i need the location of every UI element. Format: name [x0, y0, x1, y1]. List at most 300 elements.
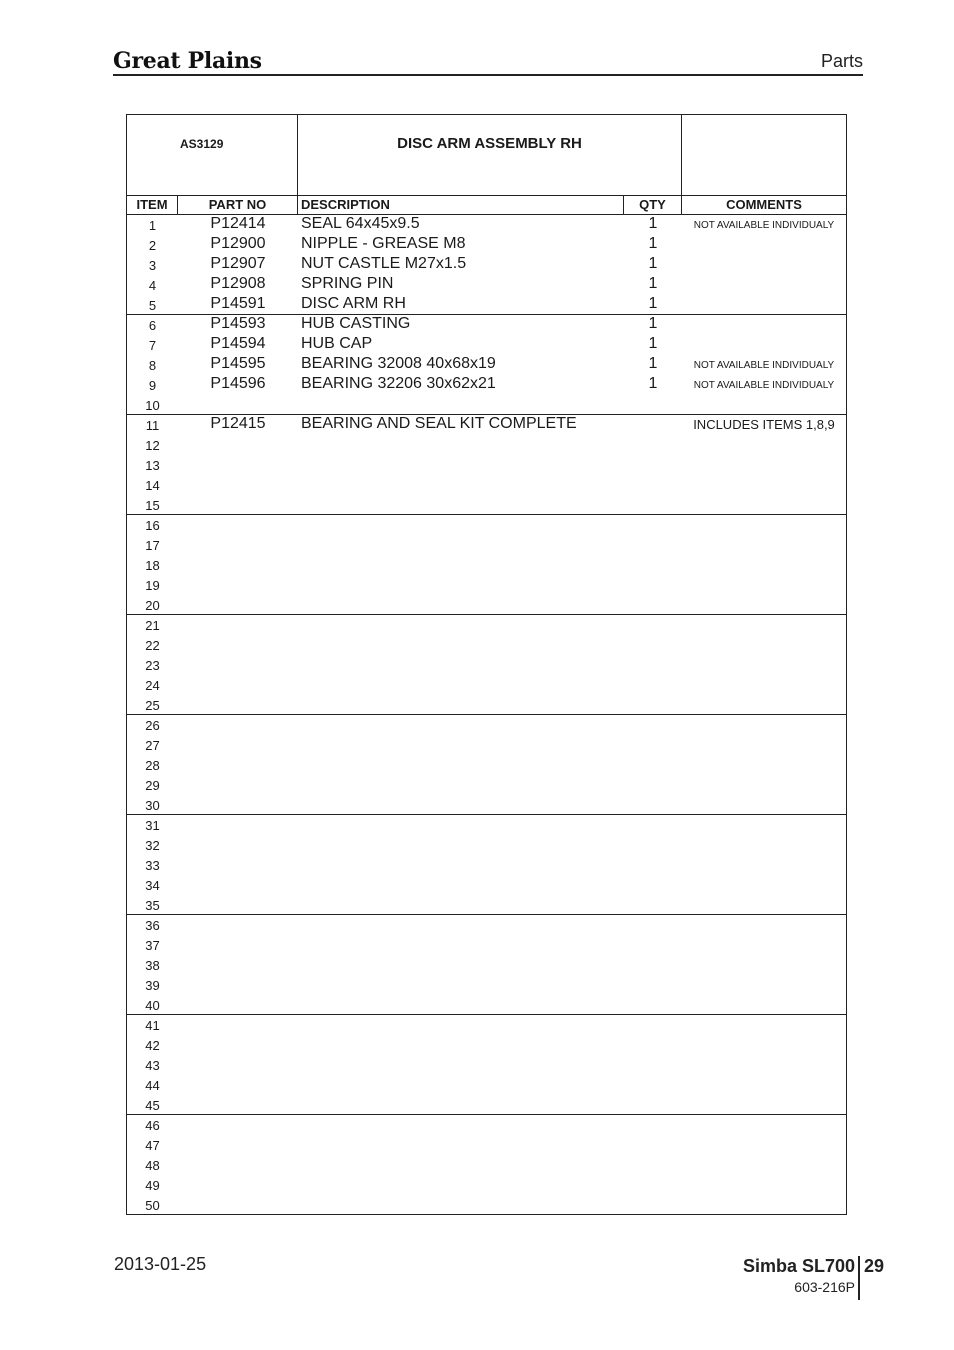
qty-cell [624, 695, 682, 715]
table-row [127, 1115, 846, 1135]
qty-cell [624, 1095, 682, 1115]
description-cell [301, 795, 621, 815]
item-cell: 32 [145, 838, 160, 853]
qty-cell [624, 635, 682, 655]
table-row [127, 715, 846, 735]
item-cell: 28 [145, 758, 160, 773]
assembly-title: DISC ARM ASSEMBLY RH [397, 135, 582, 152]
part-no-cell [178, 455, 298, 475]
description-cell [301, 895, 621, 915]
comments-cell [682, 335, 846, 355]
comments-cell [682, 715, 846, 735]
description-cell: SEAL 64x45x9.5 [301, 215, 420, 232]
qty-cell [624, 815, 682, 835]
part-no-cell [178, 475, 298, 495]
description-cell [301, 395, 621, 415]
qty-cell [624, 795, 682, 815]
item-cell: 5 [148, 298, 157, 313]
table-row [127, 695, 846, 715]
table-row [127, 415, 846, 435]
description-cell [301, 875, 621, 895]
description-cell [301, 455, 621, 475]
description-cell [301, 1035, 621, 1055]
description-cell [301, 1115, 621, 1135]
qty-cell [624, 715, 682, 735]
description-cell [301, 1015, 621, 1035]
table-row [127, 775, 846, 795]
table-row [127, 855, 846, 875]
comments-cell [682, 295, 846, 315]
comments-cell [682, 1115, 846, 1135]
qty-cell [624, 1035, 682, 1055]
comments-cell [682, 435, 846, 455]
item-cell: 29 [145, 778, 160, 793]
comments-cell [682, 1075, 846, 1095]
comments-cell [682, 1015, 846, 1035]
table-row [127, 655, 846, 675]
comments-cell [682, 855, 846, 875]
qty-cell [624, 915, 682, 935]
table-row [127, 1095, 846, 1115]
comments-cell [682, 775, 846, 795]
item-cell: 44 [145, 1078, 160, 1093]
table-row [127, 755, 846, 775]
description-cell [301, 835, 621, 855]
comments-cell [682, 955, 846, 975]
part-no-cell [178, 635, 298, 655]
description-cell [301, 515, 621, 535]
qty-cell [624, 655, 682, 675]
footer-divider [858, 1256, 860, 1300]
description-cell [301, 595, 621, 615]
comments-cell [682, 815, 846, 835]
comments-cell [682, 1175, 846, 1195]
comments-cell [682, 455, 846, 475]
comments-cell [682, 795, 846, 815]
item-cell: 40 [145, 998, 160, 1013]
footer-date: 2013-01-25 [114, 1254, 207, 1274]
assembly-id: AS3129 [180, 137, 224, 151]
qty-cell [624, 475, 682, 495]
description-cell [301, 615, 621, 635]
item-cell: 41 [145, 1018, 160, 1033]
item-cell: 9 [148, 378, 157, 393]
part-no-cell [178, 515, 298, 535]
description-cell [301, 1135, 621, 1155]
item-cell: 39 [145, 978, 160, 993]
part-no-cell [178, 755, 298, 775]
part-no-cell [178, 995, 298, 1015]
table-row [127, 455, 846, 475]
item-cell: 47 [145, 1138, 160, 1153]
comments-cell [682, 655, 846, 675]
column-header-item: ITEM [127, 195, 178, 215]
qty-cell [624, 975, 682, 995]
qty-cell [624, 755, 682, 775]
comments-cell [682, 675, 846, 695]
description-cell [301, 555, 621, 575]
table-row [127, 955, 846, 975]
qty-cell [624, 855, 682, 875]
qty-cell [624, 1075, 682, 1095]
item-cell: 38 [145, 958, 160, 973]
description-cell [301, 1095, 621, 1115]
item-cell: 24 [145, 678, 160, 693]
part-no-cell [178, 735, 298, 755]
comments-cell [682, 1135, 846, 1155]
description-cell [301, 1075, 621, 1095]
part-no-cell [178, 695, 298, 715]
part-no-cell [178, 855, 298, 875]
table-row [127, 1035, 846, 1055]
item-cell: 33 [145, 858, 160, 873]
item-cell: 4 [148, 278, 157, 293]
part-no-cell [178, 955, 298, 975]
item-cell: 23 [145, 658, 160, 673]
item-cell: 27 [145, 738, 160, 753]
part-no-cell [178, 1175, 298, 1195]
part-no-cell [178, 1135, 298, 1155]
qty-cell [624, 875, 682, 895]
comments-cell: INCLUDES ITEMS 1,8,9 [693, 417, 835, 432]
table-row [127, 1015, 846, 1035]
item-cell: 31 [145, 818, 160, 833]
description-cell [301, 1175, 621, 1195]
qty-cell [624, 395, 682, 415]
item-cell: 7 [148, 338, 157, 353]
part-no-cell: P14595 [210, 355, 266, 372]
description-cell [301, 435, 621, 455]
qty-cell [624, 1015, 682, 1035]
comments-cell [682, 835, 846, 855]
item-cell: 48 [145, 1158, 160, 1173]
item-cell: 18 [145, 558, 160, 573]
description-cell [301, 715, 621, 735]
table-row [127, 675, 846, 695]
doc-code: 603-216P [794, 1279, 855, 1295]
description-cell [301, 955, 621, 975]
qty-cell [624, 955, 682, 975]
qty-cell [624, 1195, 682, 1215]
qty-cell: 1 [648, 235, 658, 252]
description-cell [301, 855, 621, 875]
part-no-cell [178, 1035, 298, 1055]
item-cell: 43 [145, 1058, 160, 1073]
comments-cell: NOT AVAILABLE INDIVIDUALY [693, 360, 835, 371]
part-no-cell: P14594 [210, 335, 266, 352]
comments-cell [682, 395, 846, 415]
footer-model: Simba SL700 [742, 1256, 855, 1276]
item-cell: 12 [145, 438, 160, 453]
qty-cell [624, 455, 682, 475]
table-row [127, 635, 846, 655]
qty-cell [624, 835, 682, 855]
part-no-cell [178, 915, 298, 935]
part-no-cell: P14593 [210, 315, 266, 332]
column-header-comments: COMMENTS [682, 195, 846, 215]
qty-cell [624, 1055, 682, 1075]
table-row [127, 355, 846, 375]
comments-cell [682, 895, 846, 915]
part-no-cell: P14591 [210, 295, 266, 312]
description-cell [301, 475, 621, 495]
assembly-title-cell [298, 115, 682, 195]
part-no-cell [178, 795, 298, 815]
part-no-cell [178, 935, 298, 955]
table-row [127, 495, 846, 515]
description-cell [301, 535, 621, 555]
table-row [127, 895, 846, 915]
item-cell: 11 [145, 418, 160, 433]
table-row [127, 875, 846, 895]
qty-cell [624, 615, 682, 635]
part-no-cell: P12907 [210, 255, 266, 272]
description-cell [301, 1055, 621, 1075]
qty-cell [624, 595, 682, 615]
table-row [127, 735, 846, 755]
table-row [127, 435, 846, 455]
item-cell: 14 [145, 478, 160, 493]
description-cell [301, 655, 621, 675]
item-cell: 13 [145, 458, 160, 473]
description-cell: BEARING 32206 30x62x21 [301, 375, 496, 392]
item-cell: 8 [148, 358, 157, 373]
table-row [127, 235, 846, 255]
qty-cell [624, 415, 682, 435]
comments-cell [682, 1195, 846, 1215]
table-row [127, 555, 846, 575]
table-row [127, 1175, 846, 1195]
item-cell: 22 [145, 638, 160, 653]
part-no-cell [178, 1115, 298, 1135]
description-cell [301, 575, 621, 595]
parts-table [126, 114, 847, 1215]
item-cell: 15 [145, 498, 160, 513]
part-no-cell [178, 815, 298, 835]
qty-cell: 1 [648, 315, 658, 332]
comments-cell [682, 495, 846, 515]
table-row [127, 215, 846, 235]
comments-cell [682, 755, 846, 775]
comments-cell [682, 935, 846, 955]
section-title: Parts [820, 51, 863, 71]
table-row [127, 255, 846, 275]
comments-cell [682, 735, 846, 755]
comments-cell [682, 515, 846, 535]
header-divider [113, 74, 863, 76]
comments-cell [682, 1055, 846, 1075]
comments-cell [682, 875, 846, 895]
item-cell: 37 [145, 938, 160, 953]
comments-cell [682, 975, 846, 995]
table-row [127, 1155, 846, 1175]
qty-cell: 1 [648, 355, 658, 372]
table-row [127, 995, 846, 1015]
item-cell: 10 [145, 398, 160, 413]
item-cell: 2 [148, 238, 157, 253]
table-row [127, 915, 846, 935]
description-cell [301, 635, 621, 655]
item-cell: 17 [145, 538, 160, 553]
comments-cell [682, 695, 846, 715]
comments-cell [682, 1155, 846, 1175]
description-cell: NUT CASTLE M27x1.5 [301, 255, 467, 272]
page-number: 29 [864, 1256, 885, 1276]
table-row [127, 1055, 846, 1075]
table-row [127, 595, 846, 615]
comments-cell [682, 635, 846, 655]
item-cell: 36 [145, 918, 160, 933]
description-cell [301, 755, 621, 775]
description-cell [301, 675, 621, 695]
qty-cell: 1 [648, 375, 658, 392]
item-cell: 6 [148, 318, 157, 333]
item-cell: 50 [145, 1198, 160, 1213]
table-row [127, 275, 846, 295]
table-row [127, 475, 846, 495]
table-row [127, 815, 846, 835]
part-no-cell [178, 1155, 298, 1175]
part-no-cell [178, 675, 298, 695]
table-row [127, 835, 846, 855]
description-cell: BEARING AND SEAL KIT COMPLETE [301, 415, 577, 432]
comments-cell [682, 555, 846, 575]
item-cell: 26 [145, 718, 160, 733]
table-rows [127, 215, 846, 1215]
part-no-cell [178, 715, 298, 735]
table-row [127, 615, 846, 635]
column-header-description: DESCRIPTION [298, 195, 624, 215]
comments-cell [682, 535, 846, 555]
description-cell: NIPPLE - GREASE M8 [301, 235, 466, 252]
comments-cell [682, 235, 846, 255]
table-row [127, 1195, 846, 1215]
qty-cell [624, 1175, 682, 1195]
qty-cell: 1 [648, 215, 658, 232]
part-no-cell [178, 595, 298, 615]
column-header-part-no: PART NO [178, 195, 298, 215]
item-cell: 3 [148, 258, 157, 273]
item-cell: 42 [145, 1038, 160, 1053]
qty-cell [624, 735, 682, 755]
description-cell [301, 1195, 621, 1215]
description-cell: BEARING 32008 40x68x19 [301, 355, 496, 372]
qty-cell [624, 1155, 682, 1175]
part-no-cell [178, 875, 298, 895]
description-cell [301, 495, 621, 515]
qty-cell [624, 435, 682, 455]
qty-cell: 1 [648, 255, 658, 272]
table-row [127, 395, 846, 415]
comments-cell: NOT AVAILABLE INDIVIDUALY [693, 380, 835, 391]
part-no-cell [178, 1195, 298, 1215]
comments-cell [682, 1035, 846, 1055]
table-row [127, 1075, 846, 1095]
item-cell: 30 [145, 798, 160, 813]
comments-cell: NOT AVAILABLE INDIVIDUALY [693, 220, 835, 231]
part-no-cell [178, 895, 298, 915]
qty-cell [624, 995, 682, 1015]
item-cell: 16 [145, 518, 160, 533]
part-no-cell [178, 435, 298, 455]
part-no-cell: P12415 [210, 415, 266, 432]
description-cell [301, 915, 621, 935]
part-no-cell: P12908 [210, 275, 266, 292]
comments-cell [682, 915, 846, 935]
part-no-cell [178, 655, 298, 675]
description-cell: DISC ARM RH [301, 295, 406, 312]
qty-cell [624, 895, 682, 915]
qty-cell [624, 555, 682, 575]
description-cell [301, 935, 621, 955]
qty-cell: 1 [648, 275, 658, 292]
description-cell [301, 995, 621, 1015]
qty-cell: 1 [648, 295, 658, 312]
assembly-header [127, 115, 846, 196]
item-cell: 34 [145, 878, 160, 893]
item-cell: 49 [145, 1178, 160, 1193]
comments-cell [682, 995, 846, 1015]
table-row [127, 315, 846, 335]
item-cell: 35 [145, 898, 160, 913]
table-row [127, 515, 846, 535]
description-cell [301, 1155, 621, 1175]
part-no-cell [178, 575, 298, 595]
table-row [127, 295, 846, 315]
description-cell: HUB CAP [301, 335, 373, 352]
part-no-cell [178, 835, 298, 855]
table-row [127, 575, 846, 595]
qty-cell [624, 1135, 682, 1155]
table-row [127, 375, 846, 395]
table-row [127, 1135, 846, 1155]
comments-cell [682, 1095, 846, 1115]
table-row [127, 535, 846, 555]
part-no-cell [178, 615, 298, 635]
item-cell: 45 [145, 1098, 160, 1113]
table-row [127, 935, 846, 955]
comments-cell [682, 595, 846, 615]
table-row [127, 335, 846, 355]
comments-cell [682, 475, 846, 495]
qty-cell [624, 1115, 682, 1135]
part-no-cell [178, 1075, 298, 1095]
part-no-cell [178, 555, 298, 575]
part-no-cell: P12414 [210, 215, 266, 232]
description-cell [301, 735, 621, 755]
part-no-cell: P14596 [210, 375, 266, 392]
qty-cell [624, 675, 682, 695]
item-cell: 19 [145, 578, 160, 593]
column-header-qty: QTY [624, 195, 682, 215]
part-no-cell [178, 775, 298, 795]
qty-cell [624, 775, 682, 795]
part-no-cell [178, 495, 298, 515]
description-cell [301, 775, 621, 795]
description-cell [301, 815, 621, 835]
description-cell [301, 975, 621, 995]
part-no-cell [178, 1015, 298, 1035]
brand-logo: Great Plains [113, 48, 262, 74]
qty-cell [624, 575, 682, 595]
assembly-id-cell [127, 115, 298, 195]
item-cell: 21 [145, 618, 160, 633]
comments-cell [682, 575, 846, 595]
qty-cell [624, 535, 682, 555]
item-cell: 25 [145, 698, 160, 713]
part-no-cell [178, 395, 298, 415]
part-no-cell [178, 975, 298, 995]
